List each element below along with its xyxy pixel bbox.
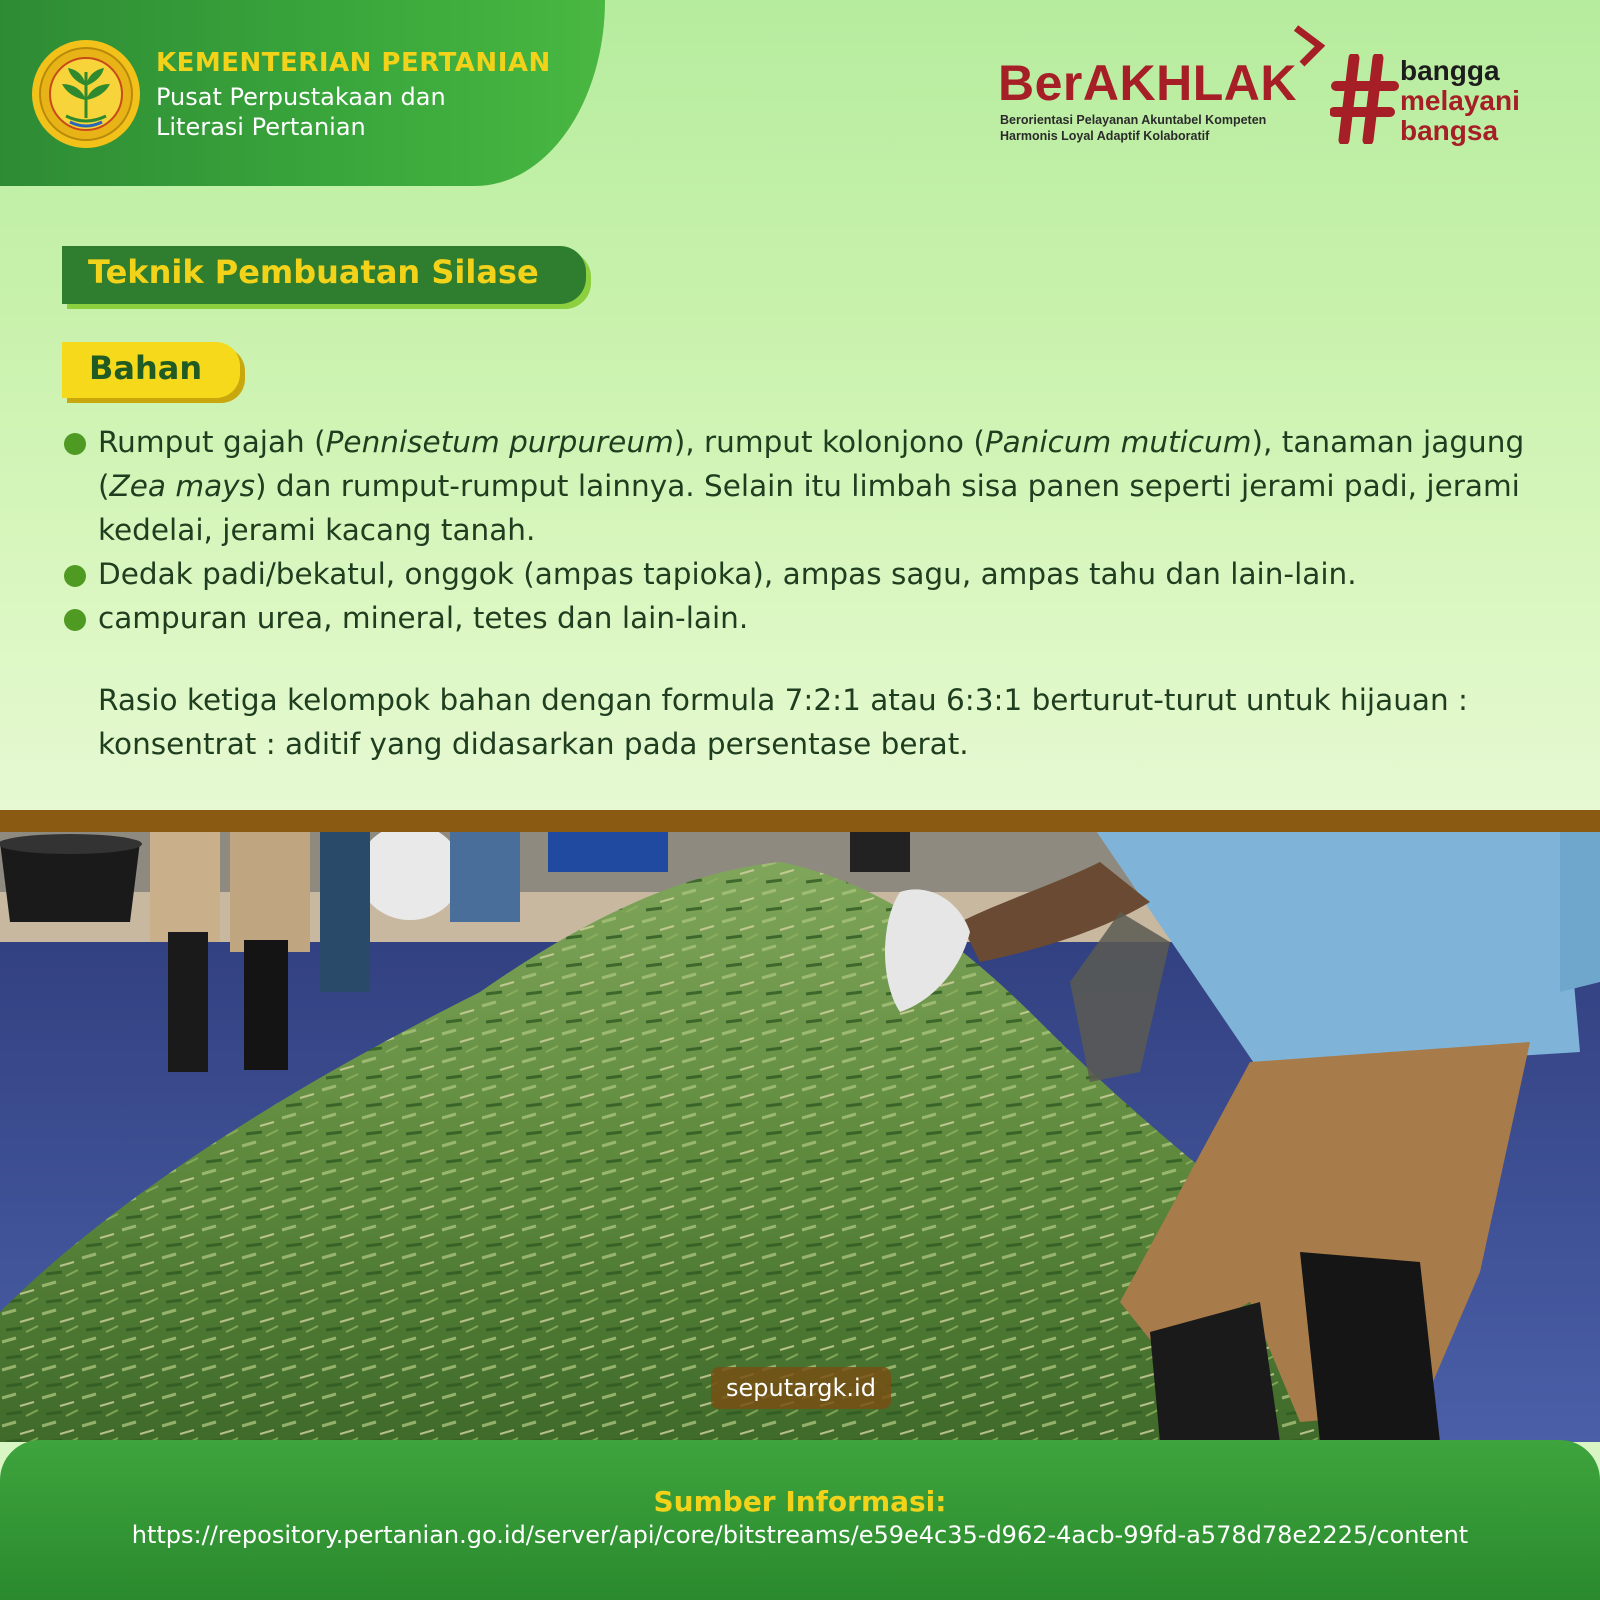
slogan-line-3: bangsa [1400,115,1499,146]
list-item [98,552,1528,596]
bullet-icon [64,565,86,587]
page-title: Teknik Pembuatan Silase [88,253,539,291]
source-label: Sumber Informasi: [653,1485,947,1518]
list-item-text: ), tanaman jagung ( [98,425,1525,503]
scientific-name: Panicum muticum [984,425,1252,459]
berakhlak-tagline-line-2: Harmonis Loyal Adaptif Kolaboratif [1000,129,1210,143]
berakhlak-tagline-line-1: Berorientasi Pelayanan Akuntabel Kompeten [1000,113,1267,127]
source-url[interactable]: https://repository.pertanian.go.id/server/api/core/bitstreams/e59e4c35-d962-4acb-99fd-a578d78e2225/content [131,1521,1469,1549]
berakhlak-tagline [1000,112,1266,144]
photo-watermark: seputargk.id [711,1367,891,1409]
footer-band [0,1440,1600,1600]
list-item-text: ), rumput kolonjono ( [673,425,985,459]
scientific-name: Zea mays [109,469,255,503]
hashtag-icon [1330,54,1400,144]
list-item-text: ) dan rumput-rumput lainnya. Selain itu limbah sisa panen seperti jerami padi, jerami kedelai, jerami kacang tanah. [98,469,1520,547]
ministry-seal-icon [30,38,142,150]
berakhlak-logo-text: BerAKHLAK [998,55,1297,111]
silage-mixing-photo [0,832,1600,1442]
slogan-line-1: bangga [1400,55,1500,86]
section-divider [0,810,1600,832]
org-subtitle [156,82,446,142]
ratio-paragraph: Rasio ketiga kelompok bahan dengan formula 7:2:1 atau 6:3:1 berturut-turut untuk hijauan : konsentrat : aditif yang didasarkan pada persentase berat. [98,683,1468,761]
org-subtitle-line-1: Pusat Perpustakaan dan [156,83,446,111]
materials-list [98,420,1528,766]
bullet-icon [64,609,86,631]
slogan-line-2: melayani [1400,85,1520,116]
list-item [98,596,1528,640]
list-item-text: Rumput gajah ( [98,425,326,459]
chevron-right-icon [1292,24,1328,80]
list-item-text: Dedak padi/bekatul, onggok (ampas tapioka), ampas sagu, ampas tahu dan lain-lain. [98,557,1357,591]
org-subtitle-line-2: Literasi Pertanian [156,113,366,141]
section-label: Bahan [89,349,203,387]
scientific-name: Pennisetum purpureum [325,425,674,459]
org-name: KEMENTERIAN PERTANIAN [156,48,551,78]
list-item-text: campuran urea, mineral, tetes dan lain-lain. [98,601,749,635]
list-item [98,420,1528,552]
bullet-icon [64,433,86,455]
